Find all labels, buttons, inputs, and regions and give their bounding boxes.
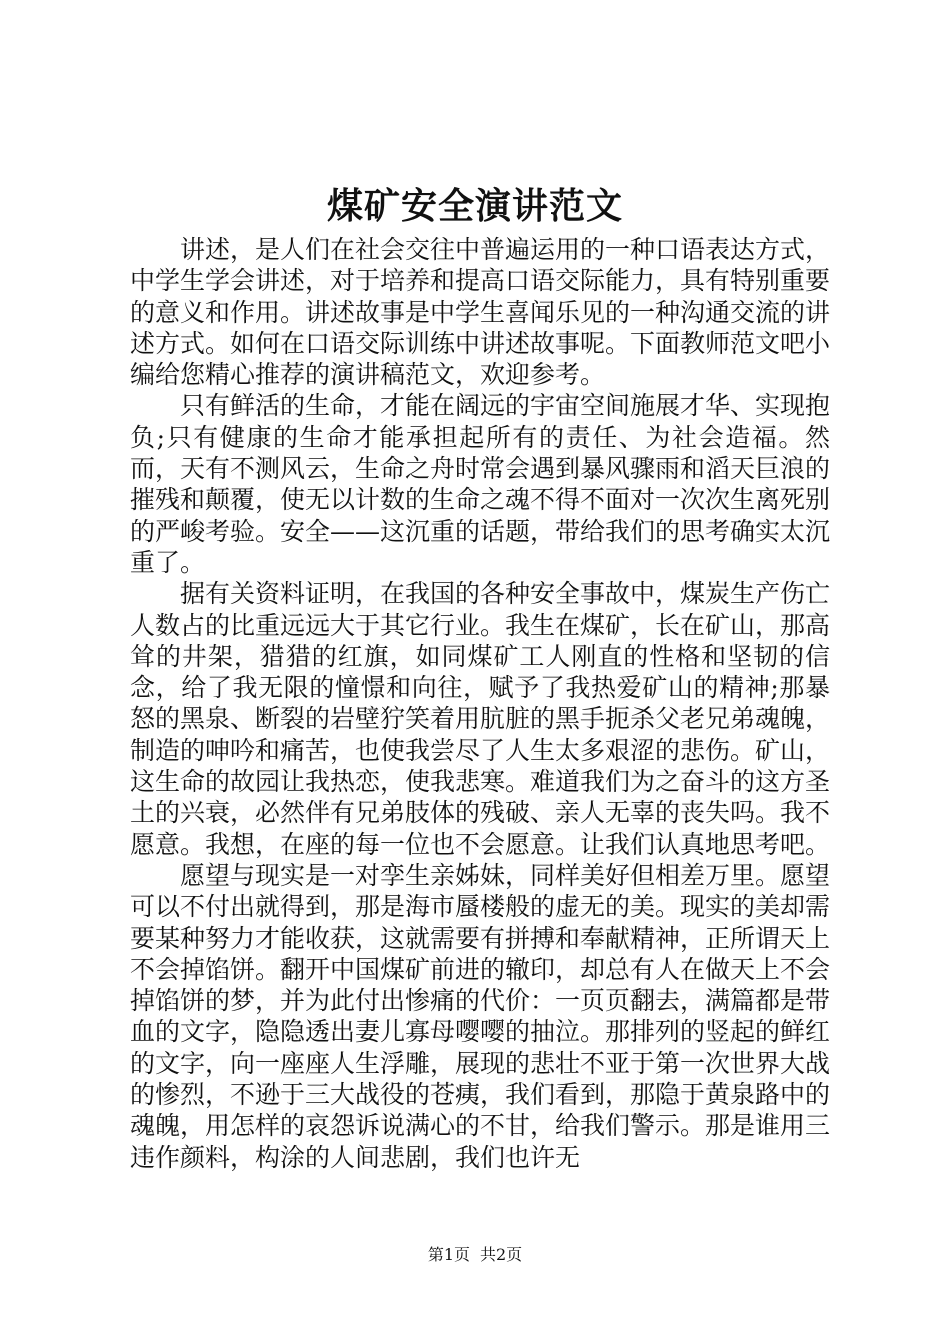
paragraph-2: 只有鲜活的生命，才能在阔远的宇宙空间施展才华、实现抱负;只有健康的生命才能承担起所有的责任、为社会造福。然而，天有不测风云，生命之舟时常会遇到暴风骤雨和滔天巨浪的摧残和颠覆，使无以计数的生命之魂不得不面对一次次生离死别的严峻考验。安全——这沉重的话题，带给我们的思考确实太沉重了。 xyxy=(130,391,831,577)
paragraph-3: 据有关资料证明，在我国的各种安全事故中，煤炭生产伤亡人数占的比重远远大于其它行业。我生在煤矿，长在矿山，那高耸的井架，猎猎的红旗，如同煤矿工人刚直的性格和坚韧的信念，给了我无限的憧憬和向往，赋予了我热爱矿山的精神;那暴怒的黑泉、断裂的岩壁狞笑着用肮脏的黑手扼杀父老兄弟魂魄，制造的呻吟和痛苦，也使我尝尽了人生太多艰涩的悲伤。矿山，这生命的故园让我热恋，使我悲寒。难道我们为之奋斗的这方圣土的兴衰，必然伴有兄弟肢体的残破、亲人无辜的丧失吗。我不愿意。我想，在座的每一位也不会愿意。让我们认真地思考吧。 xyxy=(130,579,831,859)
page-number: 第1页 xyxy=(427,1245,470,1264)
document-body xyxy=(130,234,830,1173)
document-title: 煤矿安全演讲范文 xyxy=(326,185,623,227)
paragraph-1: 讲述，是人们在社会交往中普遍运用的一种口语表达方式，中学生学会讲述，对于培养和提高口语交际能力，具有特别重要的意义和作用。讲述故事是中学生喜闻乐见的一种沟通交流的讲述方式。如何在口语交际训练中讲述故事呢。下面教师范文吧小编给您精心推荐的演讲稿范文，欢迎参考。 xyxy=(130,235,831,390)
page-footer xyxy=(0,1244,950,1266)
paragraph-4: 愿望与现实是一对孪生亲姊妹，同样美好但相差万里。愿望可以不付出就得到，那是海市蜃楼般的虚无的美。现实的美却需要某种努力才能收获，这就需要有拼搏和奉献精神，正所谓天上不会掉馅饼。翻开中国煤矿前进的辙印，却总有人在做天上不会掉馅饼的梦，并为此付出惨痛的代价：一页页翻去，满篇都是带血的文字，隐隐透出妻儿寡母嘤嘤的抽泣。那排列的竖起的鲜红的文字，向一座座人生浮雕，展现的悲壮不亚于第一次世界大战的惨烈，不逊于三大战役的苍痍，我们看到，那隐于黄泉路中的魂魄，用怎样的哀怨诉说满心的不甘，给我们警示。那是谁用三违作颜料，构涂的人间悲剧，我们也许无 xyxy=(130,860,831,1172)
page-total: 共2页 xyxy=(480,1245,523,1264)
